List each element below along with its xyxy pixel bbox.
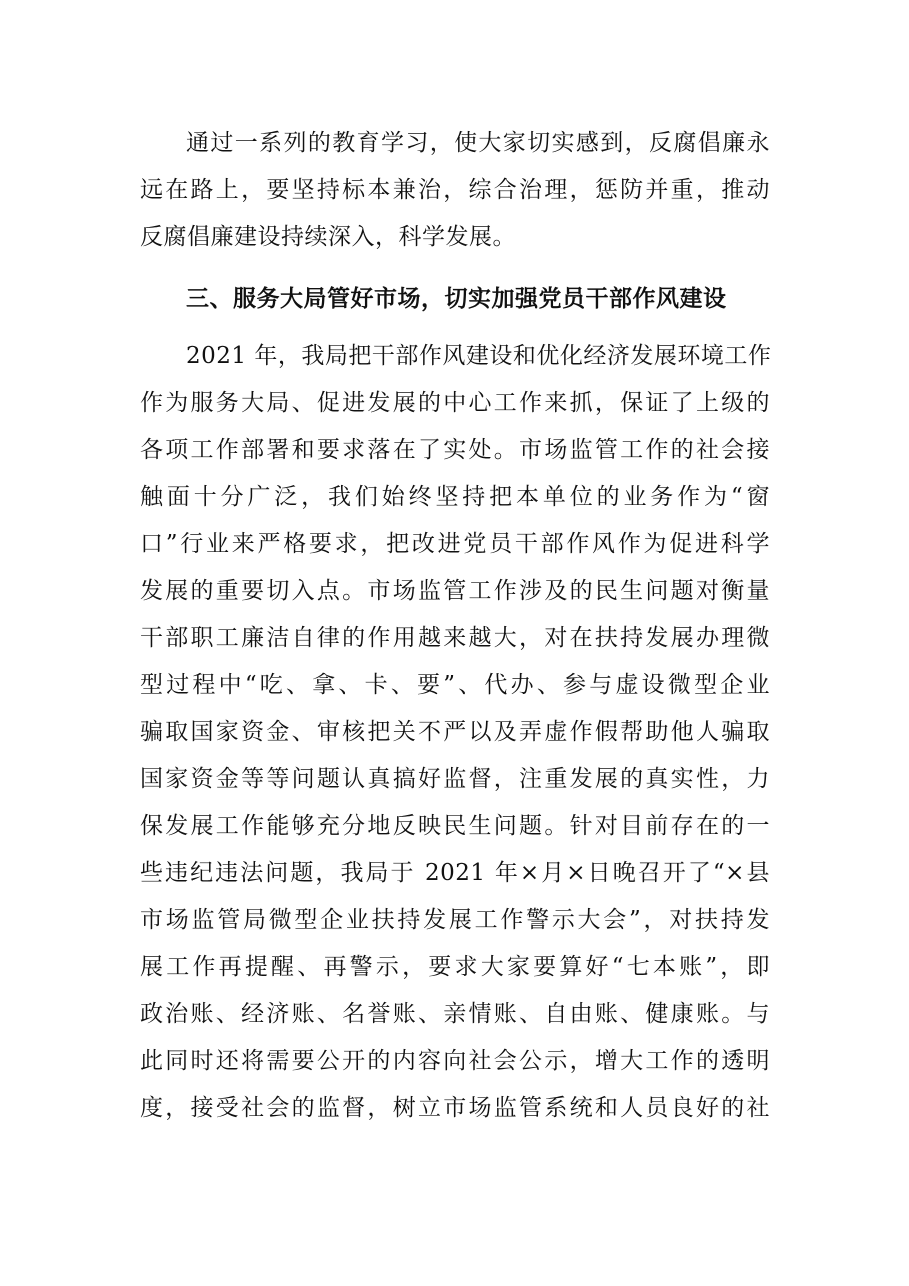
paragraph-line: 国家资金等等问题认真搞好监督，注重发展的真实性，力 [140, 766, 770, 792]
paragraph-line: 政治账、经济账、名誉账、亲情账、自由账、健康账。与 [140, 1001, 770, 1027]
paragraph-line: 各项工作部署和要求落在了实处。市场监管工作的社会接 [140, 437, 770, 463]
paragraph-line: 作为服务大局、促进发展的中心工作来抓，保证了上级的 [140, 390, 770, 416]
paragraph-anti-corruption [140, 120, 770, 261]
paragraph-line: 度，接受社会的监督，树立市场监管系统和人员良好的社 [140, 1095, 770, 1121]
paragraph-line: 干部职工廉洁自律的作用越来越大，对在扶持发展办理微 [140, 625, 770, 651]
paragraph-line: 发展的重要切入点。市场监管工作涉及的民生问题对衡量 [140, 578, 770, 604]
paragraph-line: 此同时还将需要公开的内容向社会公示，增大工作的透明 [140, 1048, 770, 1074]
paragraph-line: 触面十分广泛，我们始终坚持把本单位的业务作为“窗 [140, 484, 770, 510]
section-heading: 三、服务大局管好市场，切实加强党员干部作风建设 [186, 286, 727, 312]
paragraph-line: 通过一系列的教育学习，使大家切实感到，反腐倡廉永 [186, 130, 770, 156]
paragraph-line: 展工作再提醒、再警示，要求大家要算好“七本账”，即 [140, 954, 770, 980]
paragraph-line: 型过程中“吃、拿、卡、要”、代办、参与虚设微型企业 [140, 672, 770, 698]
paragraph-line: 市场监管局微型企业扶持发展工作警示大会”，对扶持发 [140, 907, 770, 933]
paragraph-line: 口”行业来严格要求，把改进党员干部作风作为促进科学 [140, 531, 770, 557]
paragraph-line: 些违纪违法问题，我局于 2021 年×月×日晚召开了“×县 [140, 860, 770, 886]
paragraph-line: 骗取国家资金、审核把关不严以及弄虚作假帮助他人骗取 [140, 719, 770, 745]
paragraph-line: 保发展工作能够充分地反映民生问题。针对目前存在的一 [140, 813, 770, 839]
paragraph-line: 反腐倡廉建设持续深入，科学发展。 [140, 224, 516, 250]
paragraph-work-style [140, 333, 770, 1132]
paragraph-line: 2021 年，我局把干部作风建设和优化经济发展环境工作 [186, 343, 772, 369]
paragraph-line: 远在路上，要坚持标本兼治，综合治理，惩防并重，推动 [140, 177, 770, 203]
